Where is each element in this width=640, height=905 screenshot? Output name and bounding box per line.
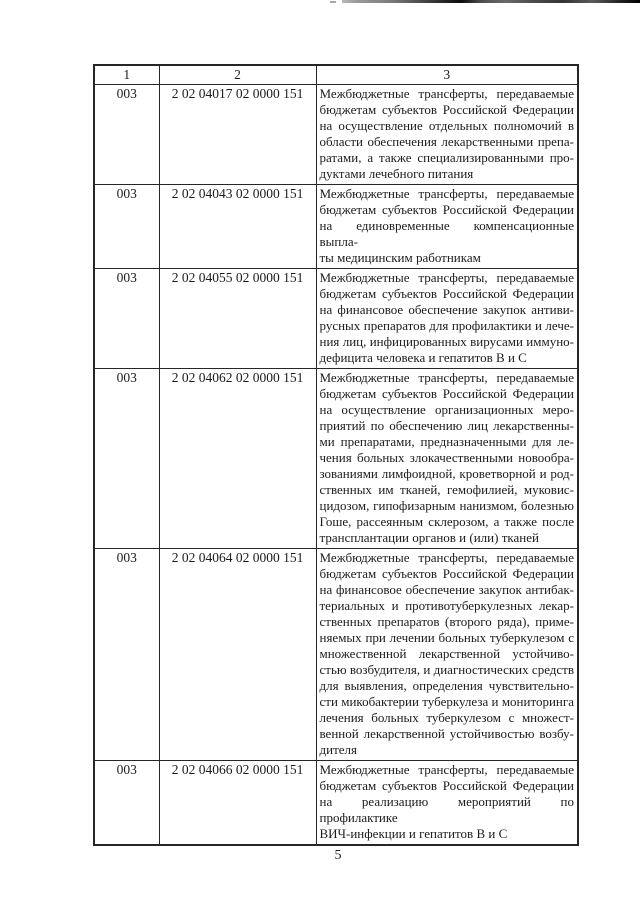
- description-line: бюджетам субъектов Российской Федерации: [319, 102, 574, 117]
- description-line: Межбюджетные трансферты, передаваемые: [319, 550, 574, 565]
- description-line: стью возбудителя, и диагностических средств: [319, 662, 574, 677]
- budget-codes-table: [93, 64, 579, 846]
- description-cell: [316, 761, 578, 846]
- budget-code-cell: 2 02 04062 02 0000 151: [159, 369, 316, 549]
- description-line: Межбюджетные трансферты, передаваемые: [319, 762, 574, 777]
- description-cell: [316, 85, 578, 185]
- admin-code-cell: 003: [94, 269, 159, 369]
- description-line: Межбюджетные трансферты, передаваемые: [319, 270, 574, 285]
- description-line: ственных им тканей, гемофилией, муковис-: [319, 482, 574, 497]
- description-cell: [316, 185, 578, 269]
- description-line: Межбюджетные трансферты, передаваемые: [319, 86, 574, 101]
- description-line: трансплантации органов и (или) тканей: [319, 530, 539, 545]
- description-line: бюджетам субъектов Российской Федерации: [319, 386, 574, 401]
- table-header-row: [94, 65, 578, 85]
- table-row: [94, 269, 578, 369]
- description-line: няемых при лечении больных туберкулезом с: [319, 630, 574, 645]
- description-line: на финансовое обеспечение закупок антибак-: [319, 582, 574, 597]
- description-line: ми препаратами, предназначенными для ле-: [319, 434, 574, 449]
- description-line: на осуществление отдельных полномочий в: [319, 118, 574, 133]
- description-line: ратами, а также специализированными про-: [319, 150, 574, 165]
- description-line: бюджетам субъектов Российской Федерации: [319, 778, 574, 793]
- description-line: лечения больных туберкулезом с множест-: [319, 710, 574, 725]
- description-line: ВИЧ-инфекции и гепатитов В и С: [319, 826, 508, 841]
- description-line: области обеспечения лекарственными препа-: [319, 134, 574, 149]
- description-line: бюджетам субъектов Российской Федерации: [319, 286, 574, 301]
- table-row: [94, 85, 578, 185]
- budget-code-cell: 2 02 04064 02 0000 151: [159, 549, 316, 761]
- description-line: сти микобактерии туберкулеза и мониторинга: [319, 694, 574, 709]
- description-line: приятий по обеспечению лиц лекарственны-: [319, 418, 574, 433]
- budget-code-cell: 2 02 04017 02 0000 151: [159, 85, 316, 185]
- budget-code-cell: 2 02 04066 02 0000 151: [159, 761, 316, 846]
- column-header-1: 1: [94, 65, 159, 85]
- budget-code-cell: 2 02 04055 02 0000 151: [159, 269, 316, 369]
- description-line: на осуществление организационных меро-: [319, 402, 574, 417]
- description-line: на финансовое обеспечение закупок антиви-: [319, 302, 574, 317]
- description-line: дефицита человека и гепатитов В и С: [319, 350, 527, 365]
- description-line: дителя: [319, 742, 357, 757]
- description-line: териальных и противотуберкулезных лекар-: [319, 598, 574, 613]
- description-line: бюджетам субъектов Российской Федерации: [319, 566, 574, 581]
- column-header-3: 3: [316, 65, 578, 85]
- description-line: на единовременные компенсационные выпла-: [319, 218, 574, 249]
- description-line: для выявления, определения чувствительно-: [319, 678, 574, 693]
- description-line: зованиями лимфоидной, кроветворной и род-: [319, 466, 574, 481]
- description-cell: [316, 369, 578, 549]
- description-line: венной лекарственной устойчивостью возбу-: [319, 726, 574, 741]
- admin-code-cell: 003: [94, 761, 159, 846]
- description-line: бюджетам субъектов Российской Федерации: [319, 202, 574, 217]
- table-row: [94, 761, 578, 846]
- scan-artifact-speck: [330, 1, 336, 3]
- column-header-2: 2: [159, 65, 316, 85]
- table-row: [94, 185, 578, 269]
- admin-code-cell: 003: [94, 185, 159, 269]
- table-row: [94, 369, 578, 549]
- description-line: ты медицинским работникам: [319, 250, 481, 265]
- description-line: на реализацию мероприятий по профилактике: [319, 794, 574, 825]
- description-line: дуктами лечебного питания: [319, 166, 474, 181]
- description-line: Межбюджетные трансферты, передаваемые: [319, 370, 574, 385]
- budget-code-cell: 2 02 04043 02 0000 151: [159, 185, 316, 269]
- scan-artifact-streak: [342, 0, 640, 3]
- admin-code-cell: 003: [94, 549, 159, 761]
- description-line: цидозом, гипофизарным нанизмом, болезнью: [319, 498, 574, 513]
- admin-code-cell: 003: [94, 85, 159, 185]
- description-line: чения больных злокачественными новообра-: [319, 450, 574, 465]
- description-cell: [316, 269, 578, 369]
- description-line: ния лиц, инфицированных вирусами иммуно-: [319, 334, 574, 349]
- description-line: ственных препаратов (второго ряда), приме-: [319, 614, 574, 629]
- page-number: 5: [334, 848, 342, 863]
- description-cell: [316, 549, 578, 761]
- table-row: [94, 549, 578, 761]
- description-line: Гоше, рассеянным склерозом, а также после: [319, 514, 574, 529]
- description-line: Межбюджетные трансферты, передаваемые: [319, 186, 574, 201]
- description-line: русных препаратов для профилактики и лече-: [319, 318, 574, 333]
- admin-code-cell: 003: [94, 369, 159, 549]
- description-line: множественной лекарственной устойчиво-: [319, 646, 574, 661]
